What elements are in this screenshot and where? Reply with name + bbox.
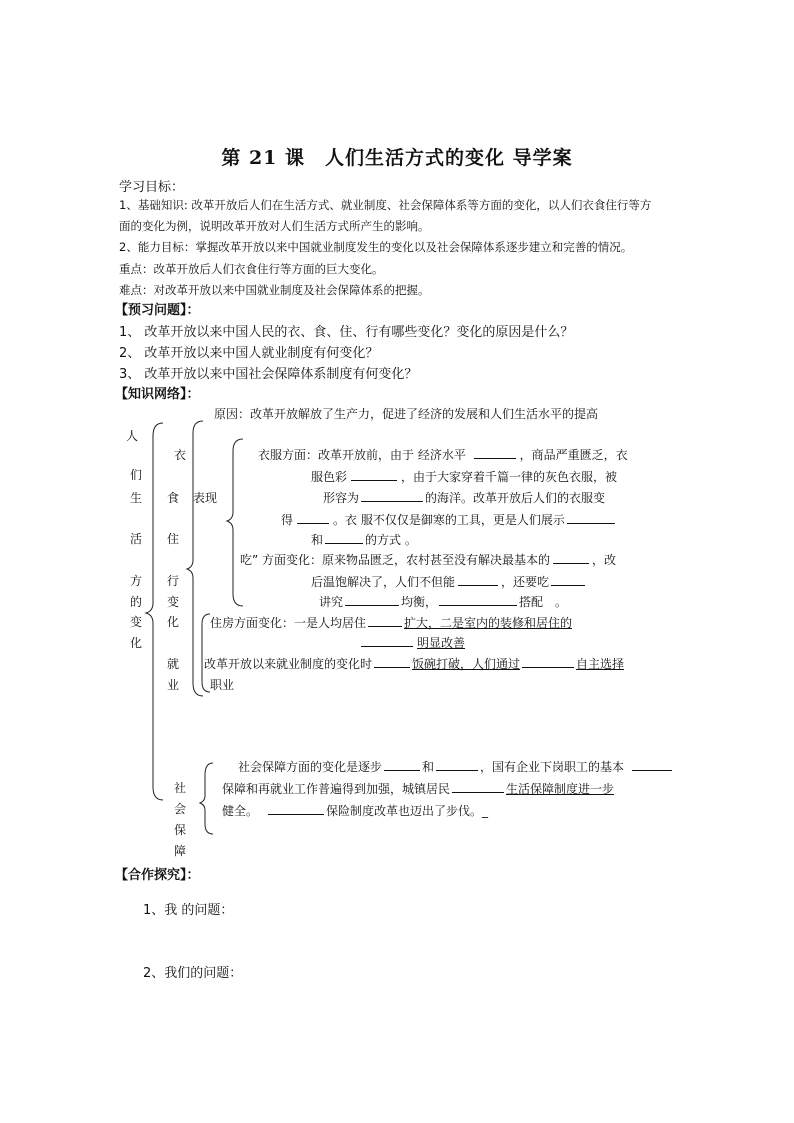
clothing-line-1: 衣服方面：改革开放前，由于 经济水平 ，商品严重匮乏，衣 <box>258 448 628 462</box>
objective-knowledge-line2: 面的变化为例，说明改革开放对人们生活方式所产生的影响。 <box>119 219 430 233</box>
objective-ability: 2、能力目标：掌握改革开放以来中国就业制度发生的变化以及社会保障体系逐步建立和完善的情况。 <box>119 240 633 254</box>
blank-ocean[interactable] <box>361 489 423 502</box>
root-char-4: 活 <box>130 532 143 546</box>
blank-basic[interactable] <box>553 551 589 564</box>
preview-question-3: 3、 改革开放以来中国社会保障体系制度有何变化？ <box>119 367 418 382</box>
page-title: 第 21 课 人们生活方式的变化 导学案 <box>221 147 573 169</box>
key-point: 重点：改革开放后人们衣食住行等方面的巨大变化。 <box>119 262 384 276</box>
blank-condition[interactable] <box>361 634 413 647</box>
network-heading: 【知识网络】： <box>115 387 200 402</box>
our-question[interactable]: 2、我们的问题： <box>143 966 243 981</box>
blank-living[interactable] <box>632 758 672 771</box>
employment-line-1: 改革开放以来就业制度的变化时 饭碗打破，人们通过 自主选择 <box>204 657 625 671</box>
clothing-line-5: 和 的方式 。 <box>311 533 417 547</box>
preview-question-1: 1、 改革开放以来中国人民的衣、食、住、行有哪些变化？变化的原因是什么？ <box>119 325 574 340</box>
housing-line-1: 住房方面变化：一是人均居住 扩大，二是室内的装修和居住的 <box>210 616 573 630</box>
blank-improve[interactable] <box>436 758 478 771</box>
food-line-3: 讲究 均衡， 搭配 。 <box>319 595 568 609</box>
social-char-3: 保 <box>174 823 187 837</box>
main-bracket <box>146 423 163 800</box>
lifestyle-char-4: 行 <box>167 574 180 588</box>
blank-color[interactable] <box>351 468 397 481</box>
blank-nutrition[interactable] <box>345 593 399 606</box>
root-char-5: 方 <box>130 574 143 588</box>
social-char-2: 会 <box>174 802 187 816</box>
lifestyle-char-5: 变 <box>167 595 180 609</box>
social-line-1: 社会保障方面的变化是逐步 和 ，国有企业下岗职工的基本 <box>238 758 672 775</box>
blank-area[interactable] <box>368 614 402 627</box>
cooperation-heading: 【合作探究】： <box>115 868 200 883</box>
blank-become[interactable] <box>297 511 329 524</box>
blank-economy[interactable] <box>474 446 516 459</box>
root-char-6: 的 <box>130 595 143 609</box>
clothing-line-4: 得 。衣 服不仅仅是御寒的工具，更是人们展示 <box>281 511 617 528</box>
root-char-8: 化 <box>130 636 143 650</box>
blank-iron[interactable] <box>374 655 410 668</box>
clothing-line-2: 服色彩 ，由于大家穿着千篇一律的灰色衣服，被 <box>311 470 618 484</box>
housing-line-2: 明显改善 <box>361 634 465 651</box>
blank-market[interactable] <box>522 655 574 668</box>
preview-heading: 【预习问题】： <box>115 303 200 318</box>
network-cause: 原因：改革开放解放了生产力，促进了经济的发展和人们生活水平的提高 <box>214 407 599 421</box>
blank-eat[interactable] <box>551 573 585 586</box>
root-char-1: 人 <box>126 429 139 443</box>
lifestyle-bracket <box>187 421 203 696</box>
employment-line-2: 职业 <box>210 678 235 692</box>
blank-and[interactable] <box>325 531 363 544</box>
root-char-7: 变 <box>130 615 143 629</box>
social-char-1: 社 <box>174 781 187 795</box>
social-bracket <box>200 763 213 834</box>
blank-show[interactable] <box>567 511 615 524</box>
housing-employment-bracket <box>202 614 210 692</box>
difficult-point: 难点：对改革开放以来中国就业制度及社会保障体系的把握。 <box>119 283 430 297</box>
lifestyle-char-2: 食 <box>167 491 180 505</box>
blank-insurance[interactable] <box>268 802 324 815</box>
lifestyle-char-1: 衣 <box>174 448 187 462</box>
social-line-3: 健全。 保险制度改革也迈出了步伐。_ <box>222 804 489 818</box>
root-char-2: 们 <box>130 468 143 482</box>
my-question[interactable]: 1、我 的问题： <box>143 903 234 918</box>
food-line-1: 吃” 方面变化：原来物品匮乏，农村甚至没有解决最基本的 ，改 <box>240 553 617 567</box>
objectives-heading: 学习目标： <box>119 180 185 195</box>
clothing-line-3: 形容为 的海洋。改革开放后人们的衣服变 <box>323 491 606 505</box>
clothing-food-bracket <box>227 439 243 606</box>
blank-establish[interactable] <box>384 758 420 771</box>
blank-can[interactable] <box>458 573 498 586</box>
food-line-2: 后温饱解决了，人们不但能 ，还要吃 <box>311 573 587 590</box>
preview-question-2: 2、 改革开放以来中国人就业制度有何变化？ <box>119 346 379 361</box>
biaoxian-label: 表现 <box>193 491 218 505</box>
employment-char-2: 业 <box>167 678 180 692</box>
social-char-4: 障 <box>174 844 187 858</box>
employment-char-1: 就 <box>167 657 180 671</box>
blank-minimum[interactable] <box>452 780 504 793</box>
root-char-3: 生 <box>130 491 143 505</box>
blank-match[interactable] <box>439 593 517 606</box>
social-line-2: 保障和再就业工作普遍得到加强，城镇居民 生活保障制度进一步 <box>222 782 615 796</box>
lifestyle-char-6: 化 <box>167 615 180 629</box>
lifestyle-char-3: 住 <box>167 532 180 546</box>
objective-knowledge-line1: 1、基础知识: 改革开放后人们在生活方式、就业制度、社会保障体系等方面的变化，以人们衣食住行等方 <box>119 198 652 212</box>
